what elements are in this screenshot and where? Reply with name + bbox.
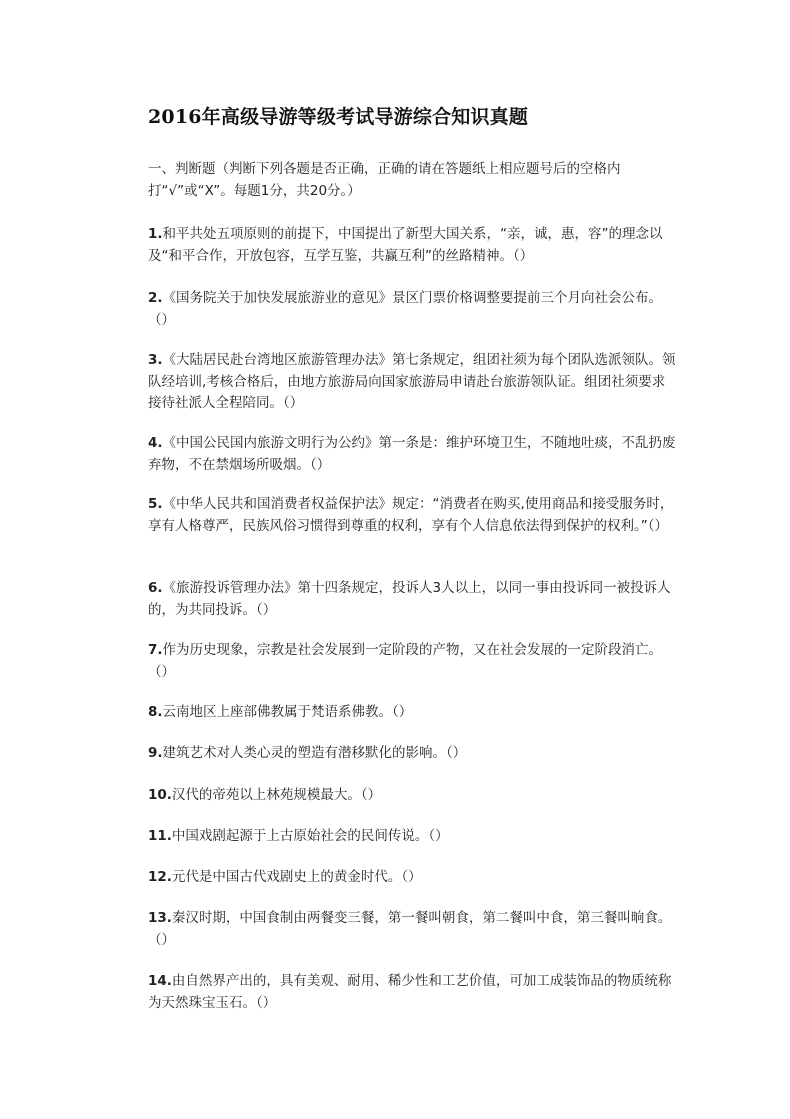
- question-text: 中国戏剧起源于上古原始社会的民间传说。: [171, 828, 429, 844]
- question-number: 1.: [148, 226, 163, 242]
- answer-blank: （）: [401, 869, 422, 885]
- answer-blank: （）: [148, 311, 175, 328]
- answer-blank: （）: [446, 745, 467, 761]
- question-number: 8.: [148, 704, 163, 720]
- question-number: 13.: [148, 910, 172, 926]
- question-text: 和平共处五项原则的前提下，中国提出了新型大国关系，“亲，诚，惠，容”的理念以及“和平合作，开放包容，互学互鉴，共赢互利”的丝路精神。: [148, 226, 663, 264]
- question-item: [126, 578, 676, 621]
- question-number: 11.: [148, 828, 172, 844]
- question-item: [126, 224, 676, 267]
- section-heading-text: 一、判断题（判断下列各题是否正确，正确的请在答题纸上相应题号后的空格内打“√”或“X”。每题1分，共20分。）: [148, 161, 621, 199]
- answer-blank: （）: [428, 828, 449, 844]
- answer-blank: （）: [513, 247, 534, 264]
- question-number: 12.: [148, 869, 172, 885]
- answer-blank: （）: [360, 787, 382, 803]
- question-item: [126, 702, 676, 724]
- question-number: 7.: [148, 642, 163, 658]
- section-heading: [126, 158, 671, 202]
- question-text: 汉代的帝苑以上林苑规模最大。: [171, 787, 361, 803]
- question-item: [126, 971, 676, 1014]
- question-text: 《中国公民国内旅游文明行为公约》第一条是：维护环境卫生，不随地吐痰，不乱扔废弃物，不在禁烟场所吸烟。: [148, 435, 676, 473]
- question-text: 《旅游投诉管理办法》第十四条规定，投诉人3人以上，以同一事由投诉同一被投诉人的，为共同投诉。: [148, 580, 671, 618]
- question-text: 由自然界产出的，具有美观、耐用、稀少性和工艺价值，可加工成装饰品的物质统称为天然珠宝玉石。: [148, 973, 672, 1011]
- question-item: [126, 867, 676, 889]
- question-number: 10.: [148, 787, 172, 803]
- question-item: [126, 785, 676, 807]
- question-number: 5.: [148, 496, 163, 512]
- answer-blank: （）: [283, 395, 304, 411]
- question-number: 6.: [148, 580, 163, 596]
- answer-blank: （）: [647, 517, 668, 534]
- question-number: 2.: [148, 290, 163, 306]
- answer-blank: （）: [392, 704, 413, 720]
- question-item: [126, 640, 676, 683]
- question-text: 《大陆居民赴台湾地区旅游管理办法》第七条规定，组团社须为每个团队选派领队。领队经培训,考核合格后，由地方旅游局向国家旅游局申请赴台旅游领队证。组团社须要求接待社派人全程陪同。: [148, 352, 676, 411]
- answer-blank: （）: [256, 994, 277, 1011]
- question-number: 9.: [148, 745, 163, 761]
- question-item: [126, 350, 676, 415]
- question-item: [126, 826, 676, 848]
- question-item: [126, 908, 676, 951]
- question-item: [126, 288, 676, 331]
- question-item: [126, 433, 676, 476]
- question-text: 建筑艺术对人类心灵的塑造有潜移默化的影响。: [162, 745, 447, 761]
- question-text: 云南地区上座部佛教属于梵语系佛教。: [162, 704, 393, 720]
- answer-blank: （）: [148, 931, 175, 948]
- question-text: 秦汉时期，中国食制由两餐变三餐，第一餐叫朝食，第二餐叫中食，第三餐叫晌食。: [171, 910, 672, 926]
- question-number: 4.: [148, 435, 163, 451]
- question-number: 3.: [148, 352, 163, 368]
- question-text: 《国务院关于加快发展旅游业的意见》景区门票价格调整要提前三个月向社会公布。: [162, 290, 663, 306]
- answer-blank: （）: [148, 663, 175, 680]
- question-text: 元代是中国古代戏剧史上的黄金时代。: [171, 869, 402, 885]
- question-text: 作为历史现象，宗教是社会发展到一定阶段的产物，又在社会发展的一定阶段消亡。: [162, 642, 663, 658]
- answer-blank: （）: [256, 601, 277, 618]
- question-text: 《中华人民共和国消费者权益保护法》规定：“消费者在购买,使用商品和接受服务时，享有人格尊严，民族风俗习惯得到尊重的权利，享有个人信息依法得到保护的权利。”: [148, 496, 674, 534]
- question-item: [126, 494, 676, 537]
- answer-blank: （）: [310, 456, 331, 473]
- question-item: [126, 743, 676, 765]
- question-number: 14.: [148, 973, 172, 989]
- document-title: 2016年高级导游等级考试导游综合知识真题: [148, 106, 529, 128]
